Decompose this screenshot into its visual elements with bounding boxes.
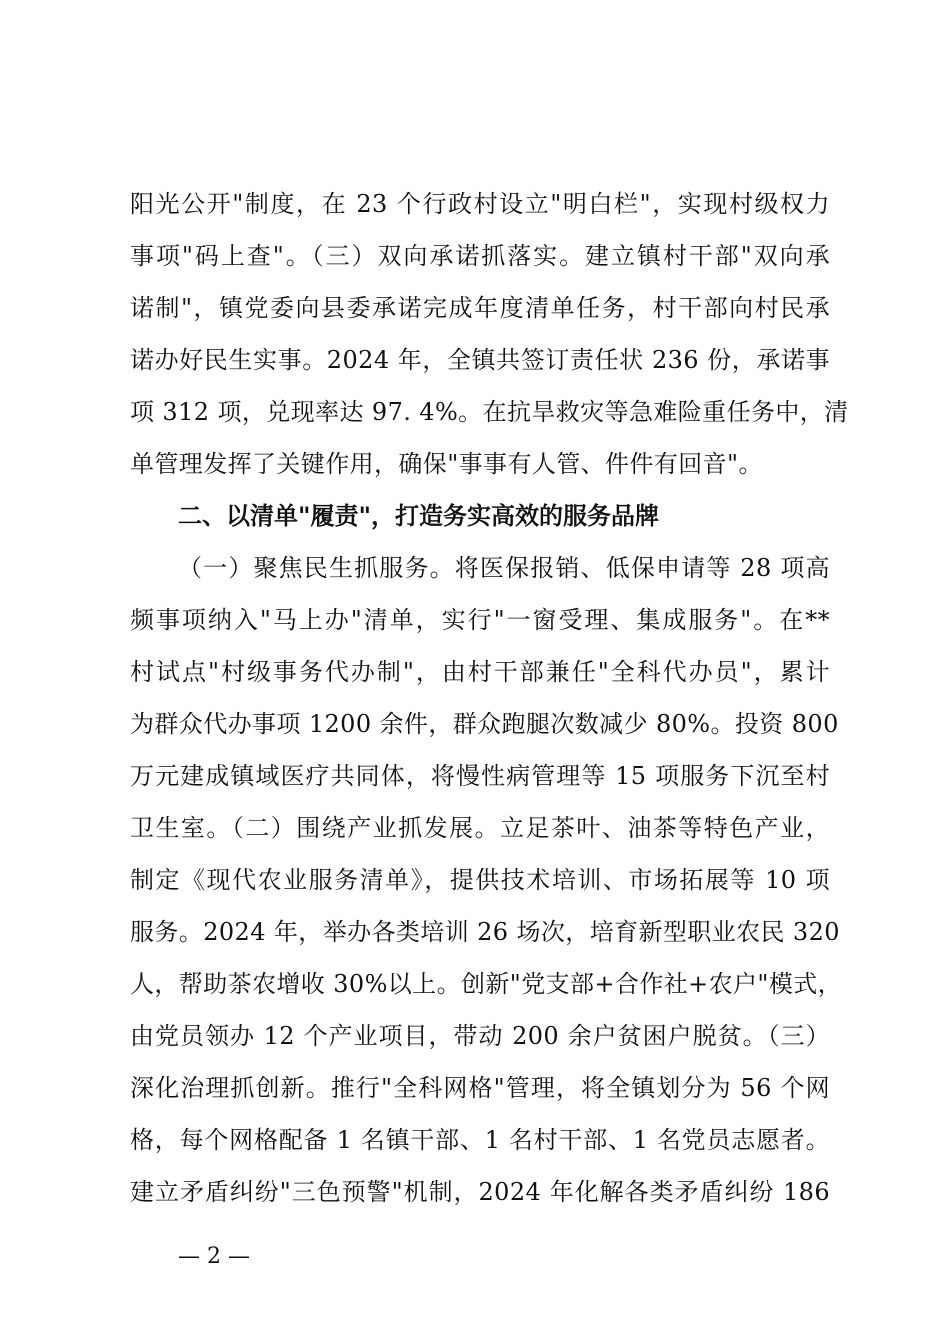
body-text-line: 由党员领办 12 个产业项目，带动 200 余户贫困户脱贫。（三） (130, 1022, 830, 1050)
body-text-line: 卫生室。（二）围绕产业抓发展。立足茶叶、油茶等特色产业， (130, 814, 830, 842)
body-text-line: （一）聚焦民生抓服务。将医保报销、低保申请等 28 项高 (178, 554, 830, 582)
body-text-line: 建立矛盾纠纷"三色预警"机制，2024 年化解各类矛盾纠纷 186 (130, 1178, 830, 1206)
body-text-line: 频事项纳入"马上办"清单，实行"一窗受理、集成服务"。在** (130, 606, 830, 634)
body-text-line: 制定《现代农业服务清单》，提供技术培训、市场拓展等 10 项 (130, 866, 830, 894)
body-text-line: 阳光公开"制度，在 23 个行政村设立"明白栏"，实现村级权力 (130, 190, 830, 218)
page-number: — 2 — (178, 1244, 250, 1269)
body-text-line: 为群众代办事项 1200 余件，群众跑腿次数减少 80%。投资 800 (130, 710, 839, 738)
body-text-line: 村试点"村级事务代办制"，由村干部兼任"全科代办员"，累计 (130, 658, 830, 686)
body-text-line: 诺办好民生实事。2024 年，全镇共签订责任状 236 份，承诺事 (130, 346, 830, 374)
body-text-line: 服务。2024 年，举办各类培训 26 场次，培育新型职业农民 320 (130, 918, 840, 946)
section-heading: 二、以清单"履责"，打造务实高效的服务品牌 (178, 502, 660, 530)
body-text-line: 单管理发挥了关键作用，确保"事事有人管、件件有回音"。 (130, 450, 763, 478)
body-text-line: 人，帮助茶农增收 30%以上。创新"党支部+合作社+农户"模式， (130, 970, 843, 998)
body-text-line: 深化治理抓创新。推行"全科网格"管理，将全镇划分为 56 个网 (130, 1074, 830, 1102)
body-text-line: 事项"码上查"。（三）双向承诺抓落实。建立镇村干部"双向承 (130, 242, 830, 270)
body-text-line: 格，每个网格配备 1 名镇干部、1 名村干部、1 名党员志愿者。 (130, 1126, 830, 1154)
body-text-line: 万元建成镇域医疗共同体，将慢性病管理等 15 项服务下沉至村 (130, 762, 830, 790)
body-text-line: 项 312 项，兑现率达 97. 4%。在抗旱救灾等急难险重任务中，清 (130, 398, 849, 426)
body-text-line: 诺制"，镇党委向县委承诺完成年度清单任务，村干部向村民承 (130, 294, 830, 322)
